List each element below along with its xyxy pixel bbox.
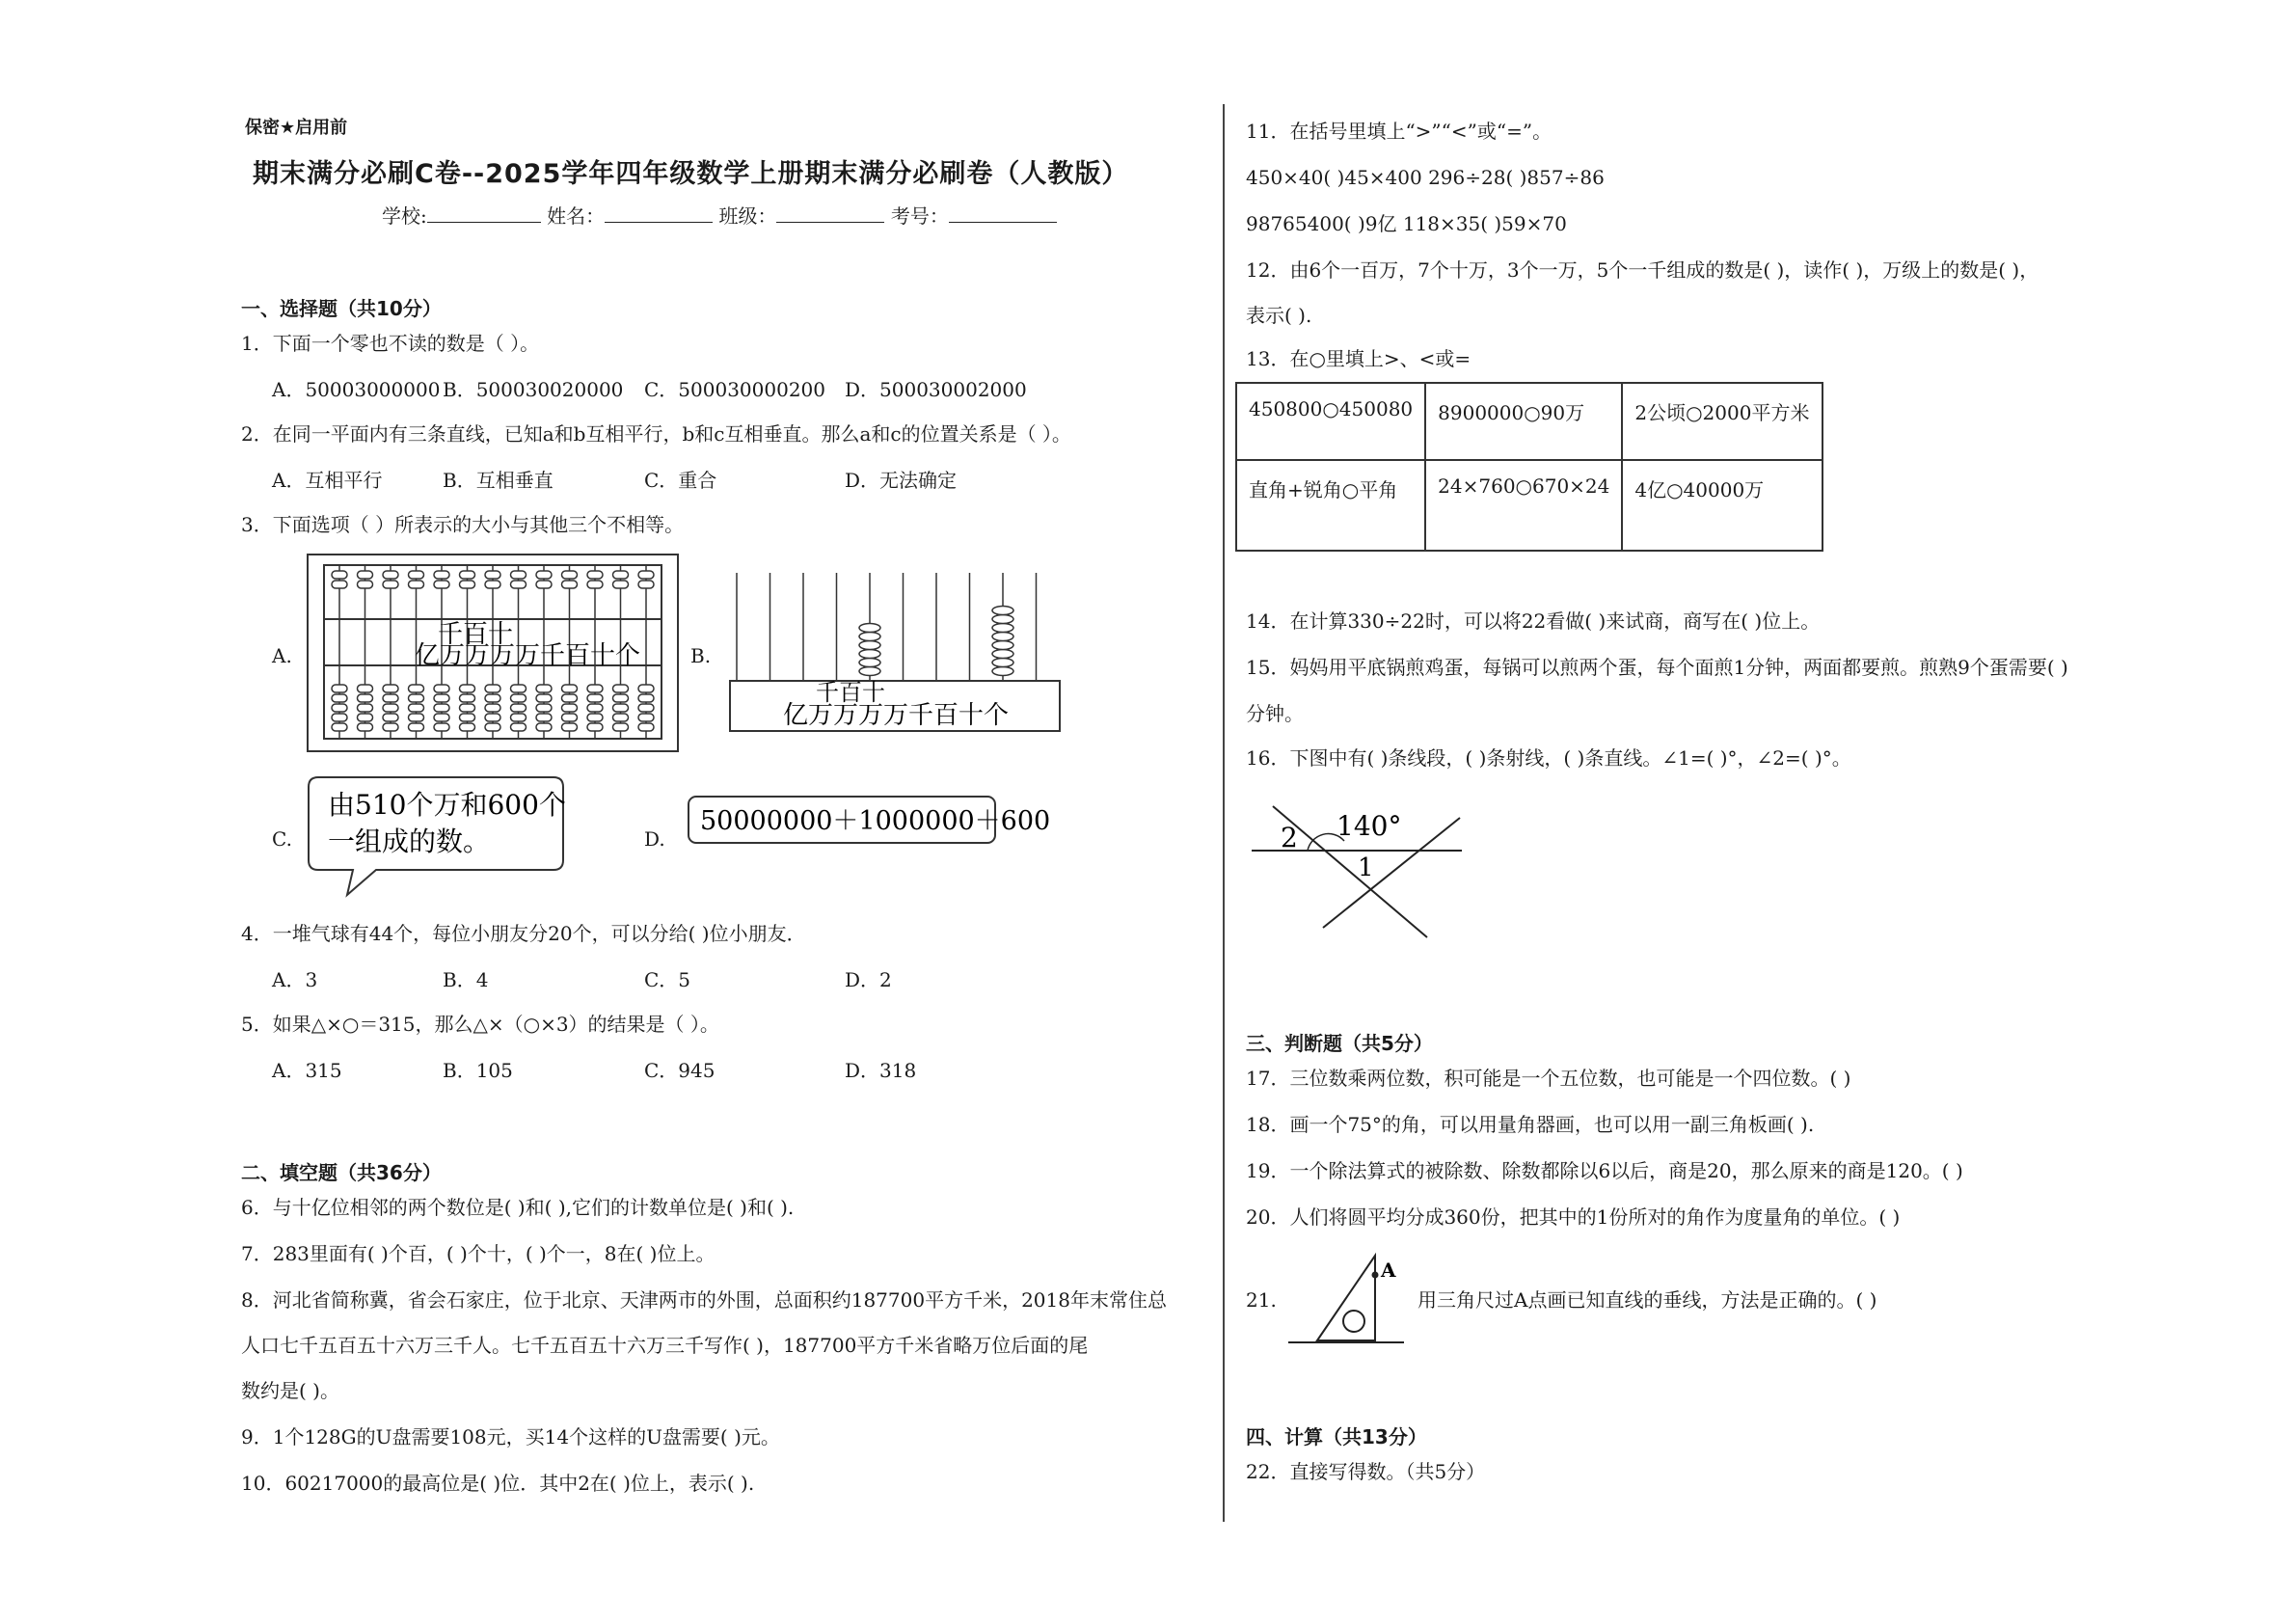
box-d-text: 50000000＋1000000＋600 [700, 806, 1051, 836]
school-field[interactable] [427, 203, 541, 223]
q2-option-a[interactable]: A．互相平行 [272, 469, 383, 492]
q4-option-d[interactable]: D．2 [845, 968, 892, 991]
q10-text: 10．60217000的最高位是( )位．其中2在( )位上，表示( ). [241, 1472, 755, 1495]
q16-text: 16．下图中有( )条线段，( )条射线，( )条直线。∠1=( )°，∠2=( )°。 [1246, 746, 1851, 770]
q5-option-c[interactable]: C．945 [644, 1059, 716, 1082]
table-row [1236, 383, 1822, 460]
q3-label-c[interactable]: C. [272, 827, 292, 851]
q12-line1: 12．由6个一百万，7个十万，3个一万，5个一千组成的数是( )，读作( )，万级上的数是( )， [1246, 258, 2039, 282]
q15-line2: 分钟。 [1246, 702, 1304, 725]
q5-stem: 5．如果△×○＝315，那么△×（○×3）的结果是（ ）。 [241, 1013, 719, 1036]
student-info-line [382, 203, 1057, 230]
bubble-c-line2: 一组成的数。 [328, 826, 491, 857]
section-3-title: 三、判断题（共5分） [1246, 1032, 1433, 1055]
q1-option-c[interactable]: C．500030000200 [644, 378, 825, 401]
page-title: 期末满分必刷C卷--2025学年四年级数学上册期末满分必刷卷（人教版） [253, 159, 1129, 189]
q2-option-d[interactable]: D．无法确定 [845, 469, 958, 492]
q20-text: 20．人们将圆平均分成360份，把其中的1份所对的角作为度量角的单位。( ) [1246, 1205, 1901, 1229]
q21-triangle-figure [1288, 1252, 1410, 1348]
q4-option-b[interactable]: B．4 [443, 968, 489, 991]
q2-stem: 2．在同一平面内有三条直线，已知a和b互相平行，b和c互相垂直。那么a和c的位置关系是（ ）。 [241, 422, 1071, 446]
q3-label-b[interactable]: B. [690, 644, 712, 667]
abacus-a-figure [307, 554, 679, 752]
q1-option-d[interactable]: D．500030002000 [845, 378, 1027, 401]
q5-option-b[interactable]: B．105 [443, 1059, 513, 1082]
table-cell[interactable]: 4亿○40000万 [1622, 460, 1822, 551]
class-label: 班级： [718, 204, 777, 228]
table-cell[interactable]: 24×760○670×24 [1425, 460, 1622, 551]
abacus-b-rods [737, 573, 1037, 681]
q5-option-a[interactable]: A．315 [272, 1059, 342, 1082]
column-divider [1223, 104, 1225, 1522]
q11-row1: 450×40( )45×400 296÷28( )857÷86 [1246, 166, 1605, 189]
q4-stem: 4．一堆气球有44个，每位小朋友分20个，可以分给( )位小朋友． [241, 922, 806, 945]
table-cell[interactable]: 2公顷○2000平方米 [1622, 383, 1822, 460]
q7-text: 7．283里面有( )个百，( )个十，( )个一，8在( )位上。 [241, 1242, 716, 1265]
q6-text: 6．与十亿位相邻的两个数位是( )和( ),它们的计数单位是( )和( ). [241, 1196, 795, 1219]
abacus-a-top-units: 千百十 [438, 620, 514, 649]
q21-number: 21. [1246, 1288, 1277, 1312]
q3-label-a[interactable]: A. [272, 644, 292, 667]
q16-angle1-label: 1 [1358, 853, 1374, 882]
q3-bubble-c [307, 775, 567, 899]
table-cell[interactable]: 直角+锐角○平角 [1236, 460, 1425, 551]
q16-lines-figure [1244, 797, 1475, 939]
q11-text: 11．在括号里填上“>”“<”或“=”。 [1246, 120, 1552, 143]
q17-text: 17．三位数乘两位数，积可能是一个五位数，也可能是一个四位数。( ) [1246, 1067, 1851, 1090]
q19-text: 19．一个除法算式的被除数、除数都除以6以后，商是20，那么原来的商是120。( ) [1246, 1159, 1963, 1182]
q5-option-d[interactable]: D．318 [845, 1059, 917, 1082]
abacus-b-figure [729, 573, 1063, 733]
q14-text: 14．在计算330÷22时，可以将22看做( )来试商，商写在( )位上。 [1246, 609, 1821, 633]
q11-row2: 98765400( )9亿 118×35( )59×70 [1246, 212, 1567, 235]
q1-option-b[interactable]: B．500030020000 [443, 378, 624, 401]
q22-text: 22．直接写得数。（共5分） [1246, 1460, 1486, 1483]
q1-stem: 1．下面一个零也不读的数是（ ）。 [241, 332, 540, 355]
table-row [1236, 460, 1822, 551]
school-label: 学校: [382, 204, 427, 228]
q4-option-c[interactable]: C．5 [644, 968, 691, 991]
section-1-title: 一、选择题（共10分） [241, 297, 442, 320]
q8-line3: 数约是( )。 [241, 1379, 339, 1402]
q1-option-a[interactable]: A．50003000000 [272, 378, 441, 401]
q15-line1: 15．妈妈用平底锅煎鸡蛋，每锅可以煎两个蛋，每个面煎1分钟，两面都要煎。煎熟9个蛋需要( ) [1246, 656, 2068, 679]
q3-label-d[interactable]: D. [644, 827, 665, 851]
q13-text: 13．在○里填上>、<或= [1246, 347, 1472, 370]
q21-text: 用三角尺过A点画已知直线的垂线，方法是正确的。( ) [1418, 1288, 1877, 1312]
q2-option-b[interactable]: B．互相垂直 [443, 469, 554, 492]
q16-angle-label: 140° [1336, 810, 1402, 842]
q12-line2: 表示( ). [1246, 304, 1312, 327]
name-label: 姓名： [547, 204, 606, 228]
exam-no-field[interactable] [949, 203, 1057, 223]
table-cell[interactable]: 450800○450080 [1236, 383, 1425, 460]
q4-option-a[interactable]: A．3 [272, 968, 318, 991]
class-field[interactable] [776, 203, 884, 223]
table-cell[interactable]: 8900000○90万 [1425, 383, 1622, 460]
abacus-b-bottom-units: 亿万万万万千百十个 [783, 701, 1010, 730]
name-field[interactable] [605, 203, 713, 223]
exam-no-label: 考号： [890, 204, 949, 228]
q21-point-a-label: A [1381, 1259, 1396, 1282]
bubble-c-line1: 由510个万和600个 [328, 789, 566, 821]
q18-text: 18．画一个75°的角，可以用量角器画，也可以用一副三角板画( ). [1246, 1113, 1815, 1136]
abacus-b-top-units: 千百十 [816, 679, 885, 706]
abacus-a-bottom-units: 亿万万万万千百十个 [415, 641, 641, 670]
q8-line2: 人口七千五百五十六万三千人。七千五百五十六万三千写作( )，187700平方千米省略万位后面的尾 [241, 1334, 1089, 1357]
section-4-title: 四、计算（共13分） [1246, 1425, 1427, 1448]
q13-compare-table [1235, 382, 1823, 552]
q2-option-c[interactable]: C．重合 [644, 469, 717, 492]
q3-box-d [687, 795, 1051, 849]
section-2-title: 二、填空题（共36分） [241, 1161, 442, 1184]
secret-label: 保密★启用前 [245, 118, 348, 138]
q9-text: 9．1个128G的U盘需要108元，买14个这样的U盘需要( )元。 [241, 1425, 780, 1448]
q8-line1: 8．河北省简称冀，省会石家庄，位于北京、天津两市的外围，总面积约187700平方千米，2018年末常住总 [241, 1288, 1167, 1312]
q3-stem: 3．下面选项（ ）所表示的大小与其他三个不相等。 [241, 513, 685, 536]
q16-angle2-label: 2 [1281, 822, 1298, 853]
